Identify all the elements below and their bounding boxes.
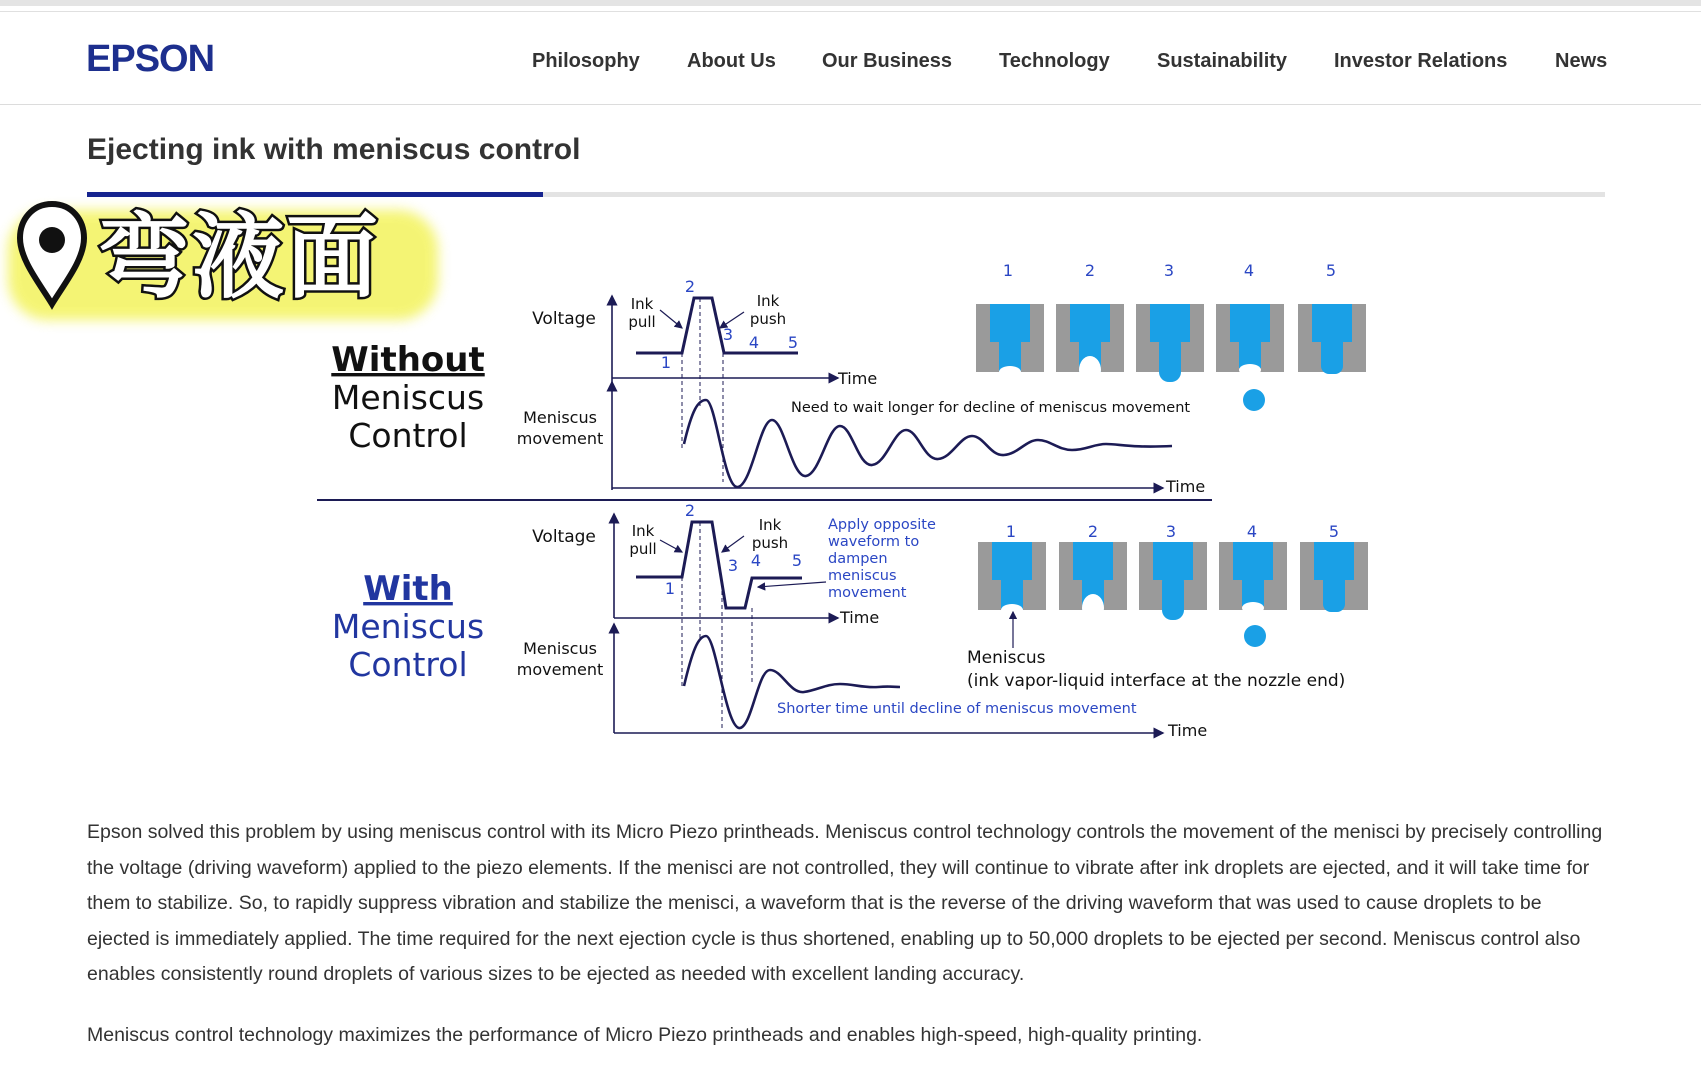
title-underline-accent <box>87 192 543 197</box>
ink-push-label: Ink <box>758 516 782 534</box>
voltage-label: Voltage <box>532 309 596 329</box>
nozzle-3 <box>1136 304 1204 382</box>
without-heading: Without <box>331 340 485 380</box>
nozzle-5 <box>1298 304 1366 374</box>
svg-text:meniscus: meniscus <box>828 568 897 584</box>
svg-text:waveform to: waveform to <box>828 534 920 550</box>
with-line2: Meniscus <box>331 607 485 646</box>
meniscus-movement-label: Meniscus <box>523 408 597 427</box>
nozzle-sequence <box>978 522 1368 647</box>
svg-text:movement: movement <box>516 429 604 448</box>
svg-text:Apply opposite: Apply opposite <box>828 517 936 533</box>
svg-text:2: 2 <box>1087 522 1099 541</box>
ink-pull-label: Ink <box>630 295 654 313</box>
meniscus-callout: Meniscus <box>967 648 1046 668</box>
svg-text:5: 5 <box>787 333 799 352</box>
nav-investor-relations[interactable]: Investor Relations <box>1334 50 1508 72</box>
meniscus-movement-label: Meniscus <box>523 639 597 658</box>
nav-sustainability[interactable]: Sustainability <box>1157 50 1288 72</box>
browser-top-strip <box>0 0 1701 6</box>
svg-text:dampen: dampen <box>828 551 888 567</box>
nav-about-us[interactable]: About Us <box>687 50 776 72</box>
with-note: Shorter time until decline of meniscus movement <box>777 701 1137 717</box>
body-paragraph-1: Epson solved this problem by using meniscus control with its Micro Piezo printheads. Meniscus control technology controls the movement of the menisci by precisely controlling the voltage (driving waveform) applied to the piezo elements. If the menisci are not controlled, they will continue to vibrate after ink droplets are ejected, and it will take time for them to stabilize. So, to rapidly suppress vibration and stabilize the menisci, a waveform that is the reverse of the driving waveform that was used to cause droplets to be ejected is immediately applied. The time required for the next ejection cycle is thus shortened, enabling up to 50,000 droplets to be ejected per second. Meniscus control also enables consistently round droplets of various sizes to be ejected as needed with excellent landing accuracy. <box>87 821 1603 985</box>
nav-news[interactable]: News <box>1555 50 1608 72</box>
svg-text:3: 3 <box>727 556 739 575</box>
time-label: Time <box>1168 721 1208 740</box>
svg-text:movement: movement <box>516 660 604 679</box>
time-label: Time <box>840 608 880 627</box>
svg-text:1: 1 <box>664 579 676 598</box>
svg-text:3: 3 <box>1165 522 1177 541</box>
nav-our-business[interactable]: Our Business <box>822 50 953 72</box>
svg-text:4: 4 <box>748 333 760 352</box>
svg-text:2: 2 <box>684 501 696 520</box>
overlay-caption: 弯液面 <box>98 204 381 311</box>
svg-text:5: 5 <box>1328 522 1340 541</box>
svg-text:5: 5 <box>791 551 803 570</box>
svg-text:movement: movement <box>828 585 907 601</box>
ink-push-label: Ink <box>756 292 780 310</box>
svg-text:4: 4 <box>750 551 762 570</box>
nozzle-2 <box>1059 542 1127 622</box>
svg-text:pull: pull <box>628 313 656 331</box>
nav-philosophy[interactable]: Philosophy <box>532 50 640 72</box>
time-label: Time <box>1166 477 1206 496</box>
svg-text:5: 5 <box>1325 261 1337 280</box>
time-label: Time <box>838 369 878 388</box>
with-line3: Control <box>348 645 468 684</box>
svg-text:1: 1 <box>660 353 672 372</box>
svg-text:push: push <box>751 534 789 552</box>
location-pin-icon <box>14 200 90 312</box>
without-line2: Meniscus <box>331 378 485 417</box>
svg-text:4: 4 <box>1246 522 1258 541</box>
nozzle-sequence <box>976 261 1366 411</box>
svg-text:1: 1 <box>1002 261 1014 280</box>
nozzle-3 <box>1139 542 1207 620</box>
site-header <box>0 12 1701 105</box>
nozzle-1 <box>978 542 1046 616</box>
svg-text:pull: pull <box>629 540 657 558</box>
svg-text:3: 3 <box>722 325 734 344</box>
voltage-label: Voltage <box>532 527 596 547</box>
nozzle-4 <box>1216 304 1284 411</box>
svg-text:2: 2 <box>684 277 696 296</box>
ink-pull-label: Ink <box>631 522 655 540</box>
epson-logo[interactable]: EPSON <box>86 38 215 80</box>
nozzle-2 <box>1056 304 1124 384</box>
with-section <box>332 501 1368 740</box>
apply-opposite-note <box>828 517 936 601</box>
svg-text:2: 2 <box>1084 261 1096 280</box>
without-note: Need to wait longer for decline of meniscus movement <box>791 400 1191 416</box>
with-heading: With <box>363 569 453 609</box>
meniscus-definition: (ink vapor-liquid interface at the nozzle end) <box>967 671 1346 691</box>
page-title: Ejecting ink with meniscus control <box>87 133 581 166</box>
svg-text:1: 1 <box>1005 522 1017 541</box>
without-line3: Control <box>348 416 468 455</box>
main-nav <box>0 50 1701 80</box>
nav-technology[interactable]: Technology <box>999 50 1110 72</box>
svg-text:3: 3 <box>1163 261 1175 280</box>
body-paragraph-2: Meniscus control technology maximizes the performance of Micro Piezo printheads and enables high-speed, high-quality printing. <box>87 1024 1203 1046</box>
without-section <box>331 261 1366 496</box>
svg-text:push: push <box>749 310 787 328</box>
nozzle-5 <box>1300 542 1368 612</box>
svg-text:4: 4 <box>1243 261 1255 280</box>
overlay-stamp <box>8 200 438 325</box>
nozzle-1 <box>976 304 1044 378</box>
nozzle-4 <box>1219 542 1287 647</box>
